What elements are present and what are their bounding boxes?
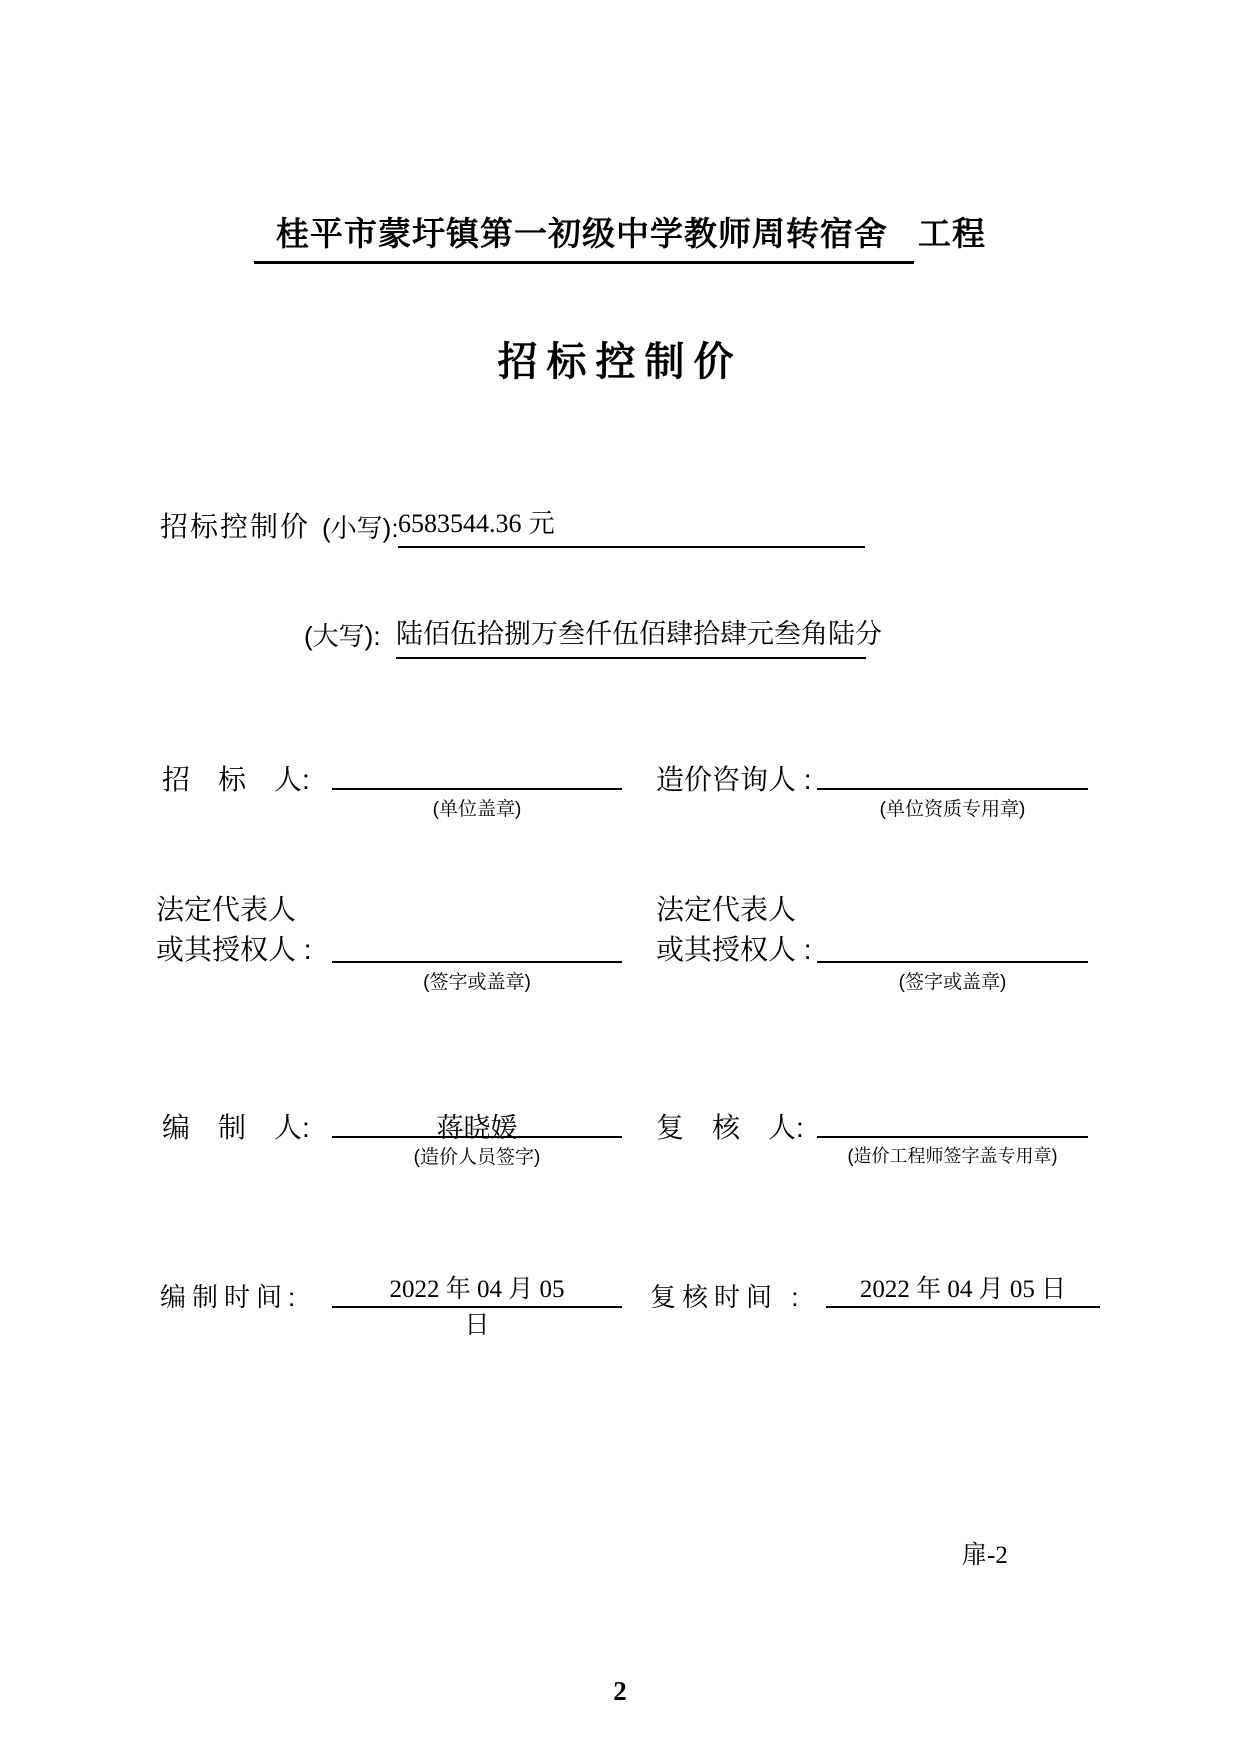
- project-title-suffix: 工程: [918, 215, 986, 252]
- control-price-small-line: [398, 503, 865, 548]
- project-title: 桂平市蒙圩镇第一初级中学教师周转宿舍: [254, 208, 914, 264]
- page-number: 2: [613, 1676, 627, 1706]
- consultant-rep-signature-line: [817, 931, 1088, 993]
- review-date-line: [826, 1272, 1100, 1308]
- project-title-row: [0, 208, 1240, 264]
- cost-consultant-signature-line: [817, 758, 1088, 820]
- review-date-value: 2022 年 04 月 05 日: [859, 1276, 1067, 1303]
- compiler-signature-line: [332, 1106, 622, 1168]
- control-price-big-value: 陆佰伍拾捌万叁仟伍佰肆拾肆元叁角陆分: [396, 619, 882, 649]
- reviewer-signature-line: [817, 1106, 1088, 1166]
- reviewer-caption: (造价工程师签字盖专用章): [847, 1146, 1058, 1166]
- bidder-rep-label-line1: 法定代表人: [156, 894, 297, 925]
- compiler-value: 蒋晓媛: [436, 1113, 518, 1143]
- control-price-big-label: (大写):: [304, 621, 381, 651]
- document-title: 招标控制价: [497, 340, 743, 384]
- bidder-label: 招 标 人:: [162, 764, 310, 795]
- cost-consultant-label: 造价咨询人 :: [656, 764, 812, 795]
- compile-date-label: 编制时间:: [160, 1282, 302, 1312]
- review-date-label: 复核时间 :: [650, 1282, 805, 1312]
- compile-date-line: [332, 1272, 622, 1339]
- bidder-rep-label-line2: 或其授权人 :: [156, 934, 312, 965]
- compiler-label: 编 制 人:: [162, 1112, 310, 1143]
- bidder-caption: (单位盖章): [432, 799, 522, 820]
- bidder-rep-caption: (签字或盖章): [423, 972, 531, 993]
- control-price-small-value: 6583544.36: [398, 509, 522, 538]
- control-price-small-unit: 元: [528, 508, 555, 538]
- reviewer-label: 复 核 人:: [656, 1112, 804, 1143]
- bidder-rep-label: [156, 890, 312, 970]
- control-price-big-line: [396, 612, 882, 659]
- consultant-rep-label: [656, 890, 812, 970]
- control-price-small-label: (小写):: [322, 513, 399, 543]
- compile-date-value: 2022 年 04 月 05 日: [389, 1276, 565, 1339]
- control-price-label: 招标控制价: [160, 511, 311, 542]
- compiler-caption: (造价人员签字): [413, 1147, 541, 1168]
- bidder-rep-signature-line: [332, 931, 622, 993]
- sheet-code: 扉-2: [962, 1542, 1008, 1569]
- consultant-rep-caption: (签字或盖章): [898, 972, 1007, 993]
- bidder-signature-line: [332, 758, 622, 820]
- cost-consultant-caption: (单位资质专用章): [879, 799, 1026, 820]
- consultant-rep-label-line2: 或其授权人 :: [656, 934, 812, 965]
- consultant-rep-label-line1: 法定代表人: [656, 894, 797, 925]
